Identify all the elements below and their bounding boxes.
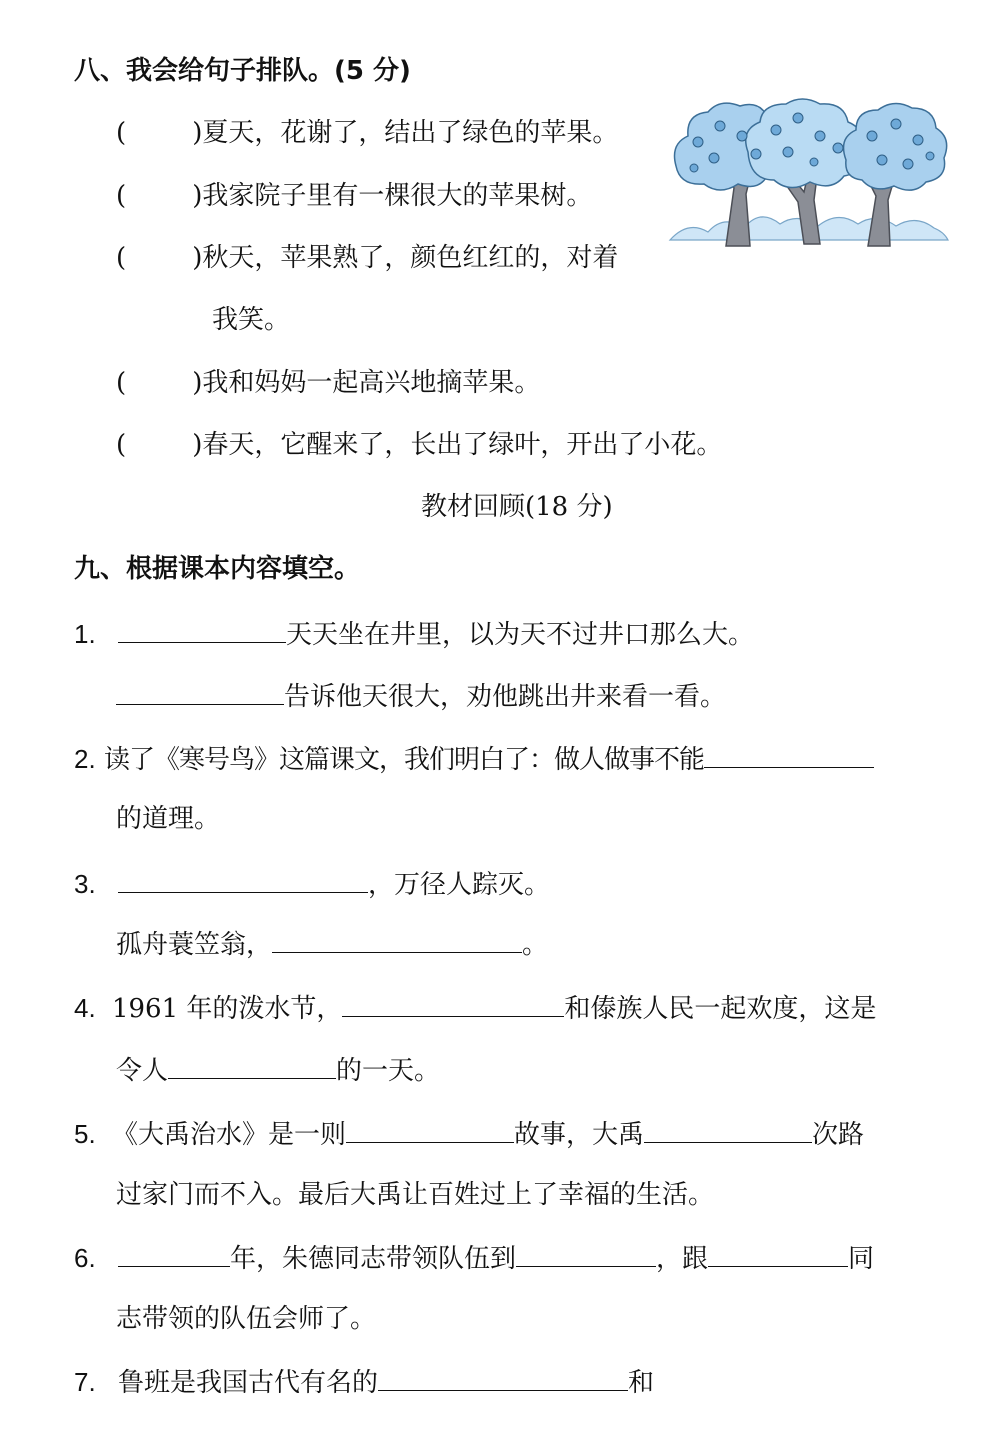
question-text: 天天坐在井里，以为天不过井口那么大。 <box>285 620 754 650</box>
question-2-line-2: 的道理。 <box>116 804 221 834</box>
sentence-text: 秋天，苹果熟了，颜色红红的，对着 <box>202 243 619 273</box>
question-text: 孤舟蓑笠翁， <box>116 930 273 960</box>
answer-paren[interactable]: ( ) <box>116 368 203 398</box>
question-4-line-1 <box>74 990 876 1026</box>
question-number: 4. <box>74 993 96 1023</box>
fill-blank[interactable] <box>644 1116 812 1143</box>
list-item <box>116 116 618 150</box>
fill-blank[interactable] <box>118 866 368 893</box>
question-text: 和傣族人民一起欢度，这是 <box>564 994 877 1024</box>
question-text: 和 <box>627 1368 654 1398</box>
question-5-line-2: 过家门而不入。最后大禹让百姓过上了幸福的生活。 <box>116 1180 715 1210</box>
question-3-line-1 <box>74 866 550 902</box>
question-text: 告诉他天很大，劝他跳出井来看一看。 <box>284 682 727 712</box>
question-text: 1961 年的泼水节， <box>111 994 343 1024</box>
fill-blank[interactable] <box>708 1240 848 1267</box>
sentence-text: 我家院子里有一棵很大的苹果树。 <box>202 181 593 211</box>
list-item <box>116 366 540 400</box>
question-text: 。 <box>522 930 549 960</box>
question-text: ，跟 <box>655 1244 708 1274</box>
question-number: 3. <box>74 869 96 899</box>
question-text: ，万径人踪灭。 <box>367 870 550 900</box>
sentence-text: 我和妈妈一起高兴地摘苹果。 <box>202 368 541 398</box>
question-6-line-2: 志带领的队伍会师了。 <box>116 1304 377 1334</box>
fill-blank[interactable] <box>342 990 564 1017</box>
list-item <box>116 241 618 275</box>
fill-blank[interactable] <box>118 1240 230 1267</box>
list-item <box>116 179 592 213</box>
question-text: 故事，大禹 <box>513 1120 644 1150</box>
question-text: 次路 <box>811 1120 864 1150</box>
question-number: 1. <box>74 619 96 649</box>
fill-blank[interactable] <box>704 741 874 768</box>
question-3-line-2 <box>116 926 548 962</box>
fill-blank[interactable] <box>516 1240 656 1267</box>
section-8-heading: 八、我会给句子排队。(5 分) <box>74 56 411 86</box>
question-7-line-1 <box>74 1364 654 1400</box>
question-5-line-1 <box>74 1116 864 1152</box>
question-text: 的一天。 <box>336 1056 441 1086</box>
sentence-text: 夏天，花谢了，结出了绿色的苹果。 <box>202 118 619 148</box>
question-6-line-1 <box>74 1240 874 1276</box>
answer-paren[interactable]: ( ) <box>116 181 203 211</box>
question-text: 读了《寒号鸟》这篇课文，我们明白了：做人做事不能 <box>103 745 704 775</box>
question-2-line-1 <box>74 741 874 777</box>
answer-paren[interactable]: ( ) <box>116 243 203 273</box>
question-text: 《大禹治水》是一则 <box>111 1120 346 1150</box>
question-1-line-2 <box>116 678 726 714</box>
apple-trees-icon <box>668 96 950 250</box>
question-number: 2. <box>74 744 96 774</box>
fill-blank[interactable] <box>346 1116 514 1143</box>
question-number: 5. <box>74 1119 96 1149</box>
fill-blank[interactable] <box>378 1364 628 1391</box>
list-item <box>116 428 722 462</box>
answer-paren[interactable]: ( ) <box>116 430 203 460</box>
fill-blank[interactable] <box>168 1052 336 1079</box>
fill-blank[interactable] <box>272 926 522 953</box>
question-number: 7. <box>74 1367 96 1397</box>
question-4-line-2 <box>116 1052 440 1088</box>
question-number: 6. <box>74 1243 96 1273</box>
fill-blank[interactable] <box>116 678 284 705</box>
question-1-line-1 <box>74 616 754 652</box>
section-9-heading: 九、根据课本内容填空。 <box>74 554 361 584</box>
section-subtitle: 教材回顾(18 分) <box>421 492 613 522</box>
fill-blank[interactable] <box>118 616 286 643</box>
question-text: 鲁班是我国古代有名的 <box>117 1368 378 1398</box>
question-text: 同 <box>847 1244 874 1274</box>
sentence-text: 春天，它醒来了，长出了绿叶，开出了小花。 <box>202 430 723 460</box>
answer-paren[interactable]: ( ) <box>116 118 203 148</box>
sentence-continuation: 我笑。 <box>212 305 291 335</box>
question-text: 令人 <box>116 1056 169 1086</box>
question-text: 年，朱德同志带领队伍到 <box>229 1244 516 1274</box>
